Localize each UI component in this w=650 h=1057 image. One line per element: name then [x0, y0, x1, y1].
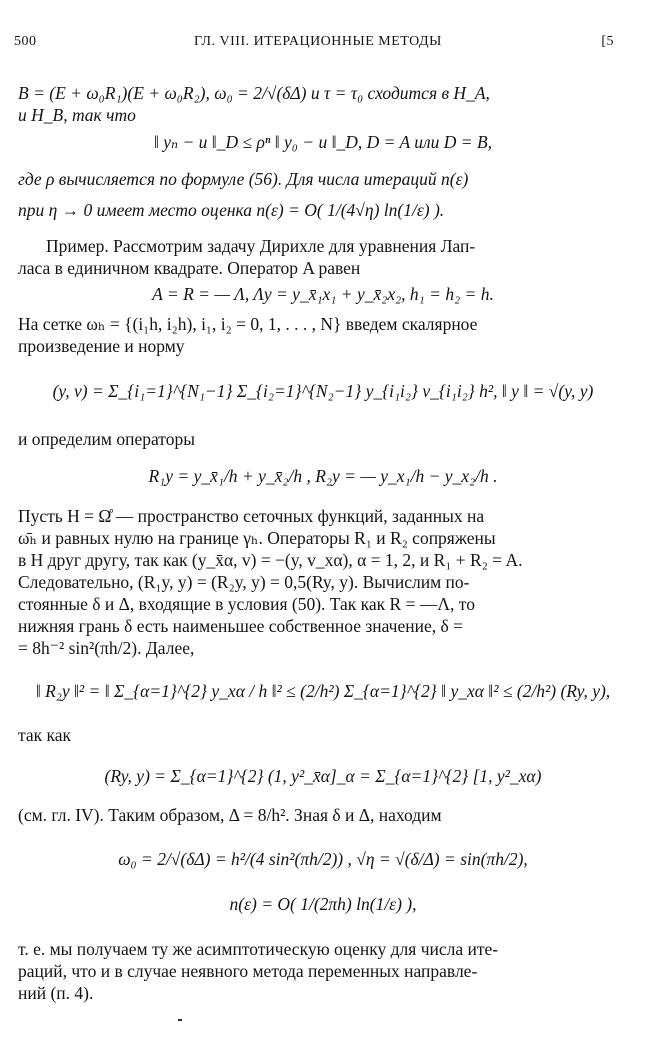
text-line: На сетке ωₕ = {(i₁h, i₂h), i₁, i₂ = 0, 1, . . . , N} введем скалярное	[18, 314, 478, 334]
text-line: в H друг другу, так как (y_x̄α, v) = −(y, v_xα), α = 1, 2, и R₁ + R₂ = A.	[18, 550, 523, 570]
text-line: ний (п. 4).	[18, 983, 94, 1003]
text-line: ласа в единичном квадрате. Оператор A равен	[18, 258, 361, 278]
example-paragraph-line: Пример. Рассмотрим задачу Дирихле для уравнения Лап-	[46, 236, 476, 256]
formula-norm-estimate: ‖ yₙ − u ‖_D ≤ ρⁿ ‖ y₀ − u ‖_D, D = A или D = B,	[153, 132, 493, 152]
text-line: где ρ вычисляется по формуле (56). Для числа итераций n(ε)	[18, 169, 469, 189]
formula-operators-r1-r2: R₁y = y_x̄₁/h + y_x̄₂/h , R₂y = — y_x₁/h − y_x₂/h .	[148, 466, 498, 486]
folio-mark: [5	[601, 34, 614, 49]
formula-scalar-product: (y, v) = Σ_{i₁=1}^{N₁−1} Σ_{i₂=1}^{N₂−1} y_{i₁i₂} v_{i₁i₂} h², ‖ y ‖ = √(y, y)	[52, 381, 594, 401]
text-line: = 8h⁻² sin²(πh/2). Далее,	[18, 638, 195, 658]
text-line: Пусть H = Ω̊ — пространство сеточных функций, заданных на	[18, 506, 485, 526]
text-line: произведение и норму	[18, 336, 185, 356]
formula-n-epsilon: n(ε) = O( 1/(2πh) ln(1/ε) ),	[229, 894, 417, 914]
page-number: 500	[14, 34, 37, 49]
formula-omega-eta: ω₀ = 2/√(δΔ) = h²/(4 sin²(πh/2)) , √η = √(δ/Δ) = sin(πh/2),	[118, 849, 528, 869]
text-line: так как	[18, 725, 72, 745]
text-line: (см. гл. IV). Таким образом, Δ = 8/h². Зная δ и Δ, находим	[18, 805, 442, 825]
formula-ry-expansion: (Ry, y) = Σ_{α=1}^{2} (1, y²_x̄α]_α = Σ_{α=1}^{2} [1, y²_xα)	[104, 766, 542, 786]
text-line: нижняя грань δ есть наименьшее собственное значение, δ =	[18, 616, 463, 636]
text-line: раций, что и в случае неявного метода переменных направле-	[18, 961, 478, 981]
text-line: и определим операторы	[18, 429, 195, 449]
text-line: ω̄ₕ и равных нулю на границе γₕ. Операторы R₁ и R₂ сопряжены	[18, 528, 496, 548]
text-line: и H_B, так что	[18, 105, 136, 125]
running-header	[14, 34, 636, 56]
text-line: стоянные δ и Δ, входящие в условия (50). Так как R = —Λ, то	[18, 594, 475, 614]
formula-r2-norm-bound: ‖ R₂y ‖² = ‖ Σ_{α=1}^{2} y_xα / h ‖² ≤ (2/h²) Σ_{α=1}^{2} ‖ y_xα ‖² ≤ (2/h²) (Ry, y),	[35, 681, 611, 701]
running-title: ГЛ. VIII. ИТЕРАЦИОННЫЕ МЕТОДЫ	[194, 34, 442, 49]
print-speck	[178, 1019, 182, 1021]
formula-operator-a: A = R = — Λ, Λy = y_x̄₁x₁ + y_x̄₂x₂, h₁ = h₂ = h.	[152, 284, 494, 304]
formula-iteration-estimate: при η → 0 имеет место оценка n(ε) = O( 1/(4√η) ln(1/ε) ).	[18, 200, 445, 220]
text-line: т. е. мы получаем ту же асимптотическую оценку для числа ите-	[18, 939, 499, 959]
text-line: Следовательно, (R₁y, y) = (R₂y, y) = 0,5(Ry, y). Вычислим по-	[18, 572, 470, 592]
formula-line-b-operator: B = (E + ω₀R₁)(E + ω₀R₂), ω₀ = 2/√(δΔ) и τ = τ₀ сходится в H_A,	[18, 83, 490, 103]
